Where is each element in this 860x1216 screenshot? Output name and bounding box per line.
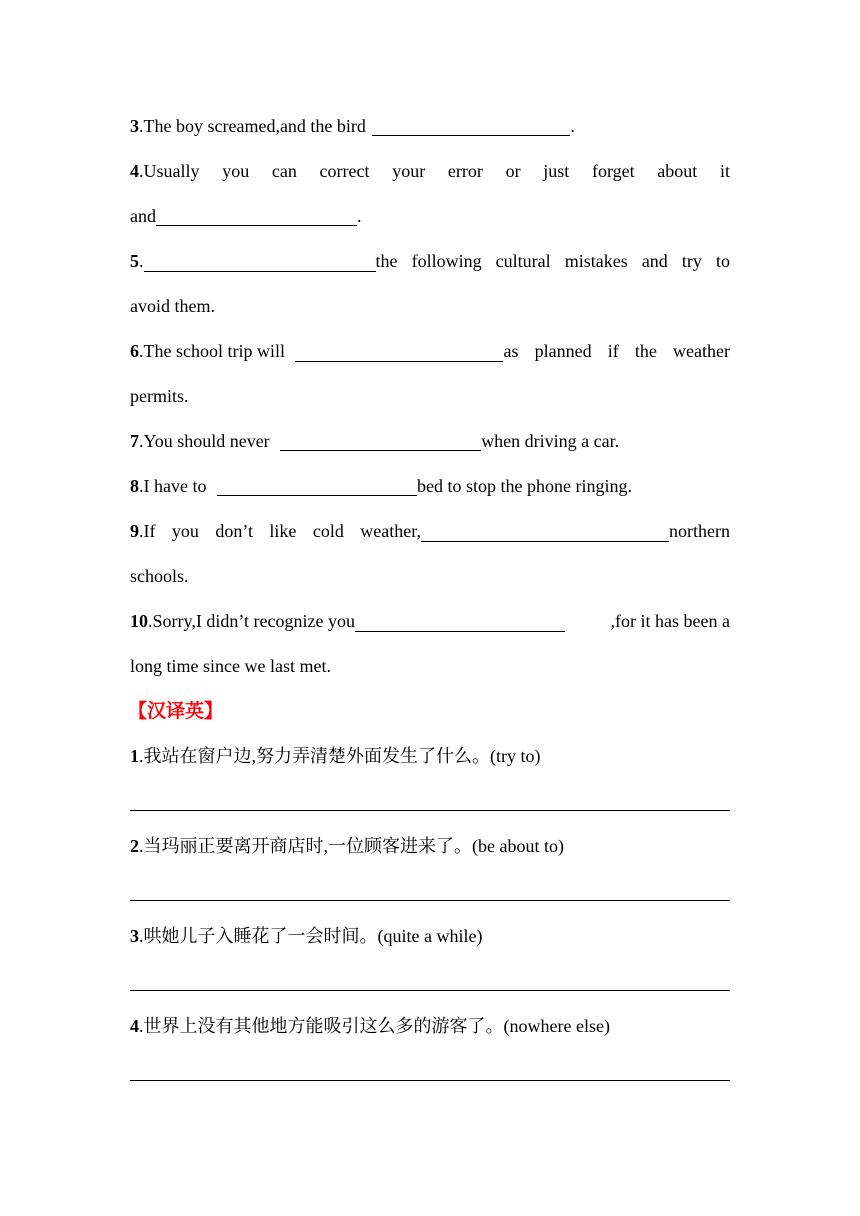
answer-blank[interactable] — [421, 523, 669, 542]
question-3 — [130, 104, 730, 149]
answer-blank[interactable] — [355, 613, 565, 632]
answer-blank[interactable] — [372, 117, 570, 136]
item-text: .当玛丽正要离开商店时,一位顾客进来了。(be about to) — [139, 836, 564, 856]
question-text: as planned if the weather — [503, 341, 730, 361]
question-number: 7 — [130, 431, 139, 451]
question-6-continued — [130, 374, 730, 419]
question-number: 6 — [130, 341, 139, 361]
question-text: . — [139, 251, 144, 271]
question-7 — [130, 419, 730, 464]
question-number: 3 — [130, 116, 139, 136]
question-text: . — [357, 206, 362, 226]
answer-blank[interactable] — [144, 253, 376, 272]
answer-line[interactable] — [130, 990, 730, 991]
worksheet-page — [130, 104, 730, 1094]
question-text: .I have to — [139, 476, 211, 496]
question-text: long time since we last met. — [130, 656, 331, 676]
translation-item-1 — [130, 734, 730, 779]
question-5-continued — [130, 284, 730, 329]
question-4-continued — [130, 194, 730, 239]
question-text: ,for it has been a — [610, 611, 730, 631]
question-text: avoid them. — [130, 296, 215, 316]
answer-blank[interactable] — [156, 207, 357, 226]
answer-blank[interactable] — [295, 343, 503, 362]
question-text: the following cultural mistakes and try to — [375, 251, 730, 271]
answer-blank[interactable] — [280, 432, 481, 451]
question-number: 5 — [130, 251, 139, 271]
question-text: .If you don’t like cold weather, — [139, 521, 422, 541]
question-number: 9 — [130, 521, 139, 541]
item-number: 1 — [130, 746, 139, 766]
translation-item-3 — [130, 914, 730, 959]
question-text: and — [130, 206, 156, 226]
question-4 — [130, 149, 730, 194]
item-text: .我站在窗户边,努力弄清楚外面发生了什么。(try to) — [139, 746, 541, 766]
translation-item-2 — [130, 824, 730, 869]
question-10 — [130, 599, 730, 644]
translation-item-4 — [130, 1004, 730, 1049]
question-10-continued — [130, 644, 730, 689]
question-text: schools. — [130, 566, 189, 586]
answer-line[interactable] — [130, 1080, 730, 1081]
question-8 — [130, 464, 730, 509]
answer-blank[interactable] — [217, 477, 417, 496]
item-text: .哄她儿子入睡花了一会时间。(quite a while) — [139, 926, 483, 946]
section-heading: 【汉译英】 — [128, 701, 224, 722]
question-9 — [130, 509, 730, 554]
question-text: .Usually you can correct your error or just forget about it — [139, 161, 730, 181]
question-text: .The school trip will — [139, 341, 290, 361]
question-text: permits. — [130, 386, 189, 406]
question-text: .The boy screamed,and the bird — [139, 116, 371, 136]
question-text: bed to stop the phone ringing. — [416, 476, 632, 496]
question-6 — [130, 329, 730, 374]
question-text: . — [570, 116, 575, 136]
item-text: .世界上没有其他地方能吸引这么多的游客了。(nowhere else) — [139, 1016, 610, 1036]
question-text: when driving a car. — [481, 431, 620, 451]
question-5 — [130, 239, 730, 284]
answer-line[interactable] — [130, 900, 730, 901]
question-text: .You should never — [139, 431, 275, 451]
answer-line[interactable] — [130, 810, 730, 811]
item-number: 4 — [130, 1016, 139, 1036]
item-number: 2 — [130, 836, 139, 856]
question-text: .Sorry,I didn’t recognize you — [148, 611, 355, 631]
item-number: 3 — [130, 926, 139, 946]
question-number: 8 — [130, 476, 139, 496]
question-text: northern — [669, 521, 730, 541]
question-number: 10 — [130, 611, 148, 631]
question-9-continued — [130, 554, 730, 599]
question-number: 4 — [130, 161, 139, 181]
